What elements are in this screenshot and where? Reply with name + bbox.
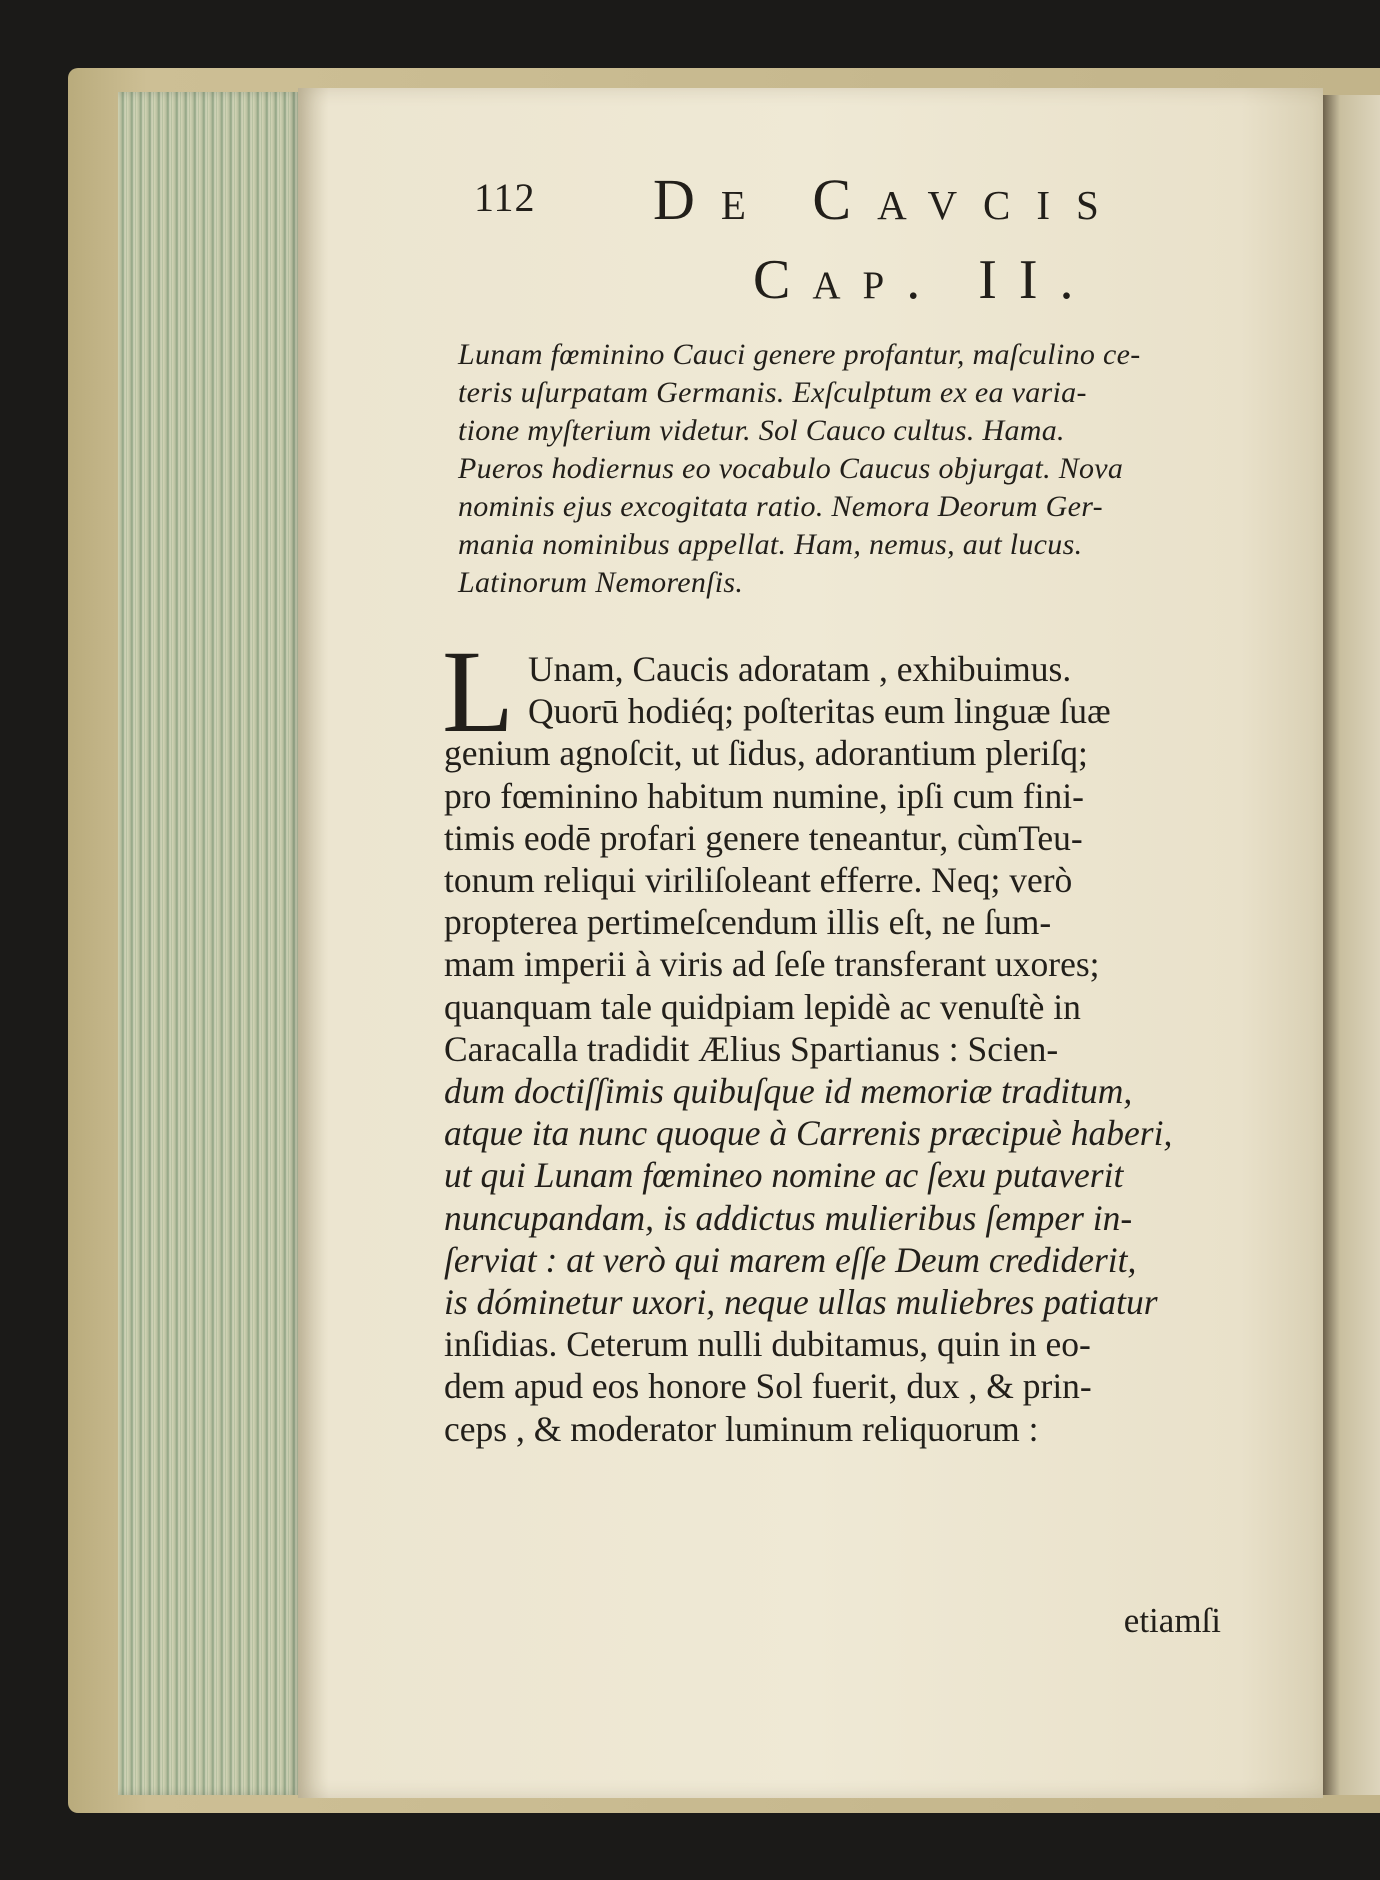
body-line: timis eodē profari genere teneantur, cùmTeu- bbox=[444, 817, 1083, 858]
summary-line: Latinorum Nemorenſis. bbox=[458, 566, 744, 599]
book-page bbox=[298, 88, 1323, 1798]
body-line: nuncupandam, is addictus mulieribus ſemper in- bbox=[444, 1197, 1133, 1238]
body-line: Unam, Caucis adoratam , exhibuimus. bbox=[528, 649, 1072, 689]
body-line: genium agnoſcit, ut ſidus, adorantium pleriſq; bbox=[444, 733, 1088, 774]
running-head: De Cavcis bbox=[653, 167, 1125, 232]
summary-line: mania nominibus appellat. Ham, nemus, aut lucus. bbox=[458, 528, 1083, 561]
body-line: pro fœminino habitum numine, ipſi cum fini- bbox=[444, 775, 1084, 816]
summary-line: Lunam fœminino Cauci genere profantur, maſculino ce- bbox=[458, 338, 1141, 371]
page-content bbox=[298, 88, 1323, 1798]
body-line: atque ita nunc quoque à Carrenis præcipuè haberi, bbox=[444, 1113, 1173, 1154]
facing-page-edge bbox=[1323, 95, 1380, 1795]
catchword: etiamſi bbox=[1123, 1601, 1221, 1640]
body-line: Caracalla tradidit Ælius Spartianus : Scien- bbox=[444, 1028, 1059, 1069]
page-edges bbox=[118, 92, 300, 1795]
body-line: dum doctiſſimis quibuſque id memoriæ traditum, bbox=[444, 1071, 1133, 1112]
body-line: ſerviat : at verò qui marem eſſe Deum crediderit, bbox=[444, 1239, 1137, 1280]
page-number: 112 bbox=[474, 175, 536, 220]
chapter-heading: Cap. II. bbox=[753, 249, 1096, 311]
body-line: dem apud eos honore Sol fuerit, dux , & prin- bbox=[444, 1366, 1092, 1407]
summary-line: nominis ejus excogitata ratio. Nemora Deorum Ger- bbox=[458, 490, 1103, 523]
body-line: Quorū hodiéq; poſteritas eum linguæ ſuæ bbox=[528, 691, 1111, 732]
body-line: tonum reliqui viriliſoleant efferre. Neq; verò bbox=[444, 860, 1073, 901]
body-line: inſidias. Ceterum nulli dubitamus, quin in eo- bbox=[444, 1324, 1091, 1365]
body-line: propterea pertimeſcendum illis eſt, ne ſum- bbox=[444, 902, 1052, 943]
summary-line: Pueros hodiernus eo vocabulo Caucus objurgat. Nova bbox=[458, 452, 1124, 485]
body-line: quanquam tale quidpiam lepidè ac venuſtè in bbox=[444, 986, 1081, 1027]
chapter-summary bbox=[458, 336, 1223, 602]
summary-line: teris uſurpatam Germanis. Exſculptum ex ea varia- bbox=[458, 376, 1087, 409]
summary-line: tione myſterium videtur. Sol Cauco cultus. Hama. bbox=[458, 414, 1065, 447]
body-line: ut qui Lunam fœmineo nomine ac ſexu putaverit bbox=[444, 1155, 1124, 1196]
body-line: ceps , & moderator luminum reliquorum : bbox=[444, 1408, 1039, 1449]
body-line: is dóminetur uxori, neque ullas muliebres patiatur bbox=[444, 1282, 1158, 1323]
drop-cap: L bbox=[442, 626, 515, 757]
body-text bbox=[442, 626, 1234, 1450]
body-line: mam imperii à viris ad ſeſe transferant uxores; bbox=[444, 944, 1100, 985]
body-lines bbox=[444, 648, 1234, 1450]
